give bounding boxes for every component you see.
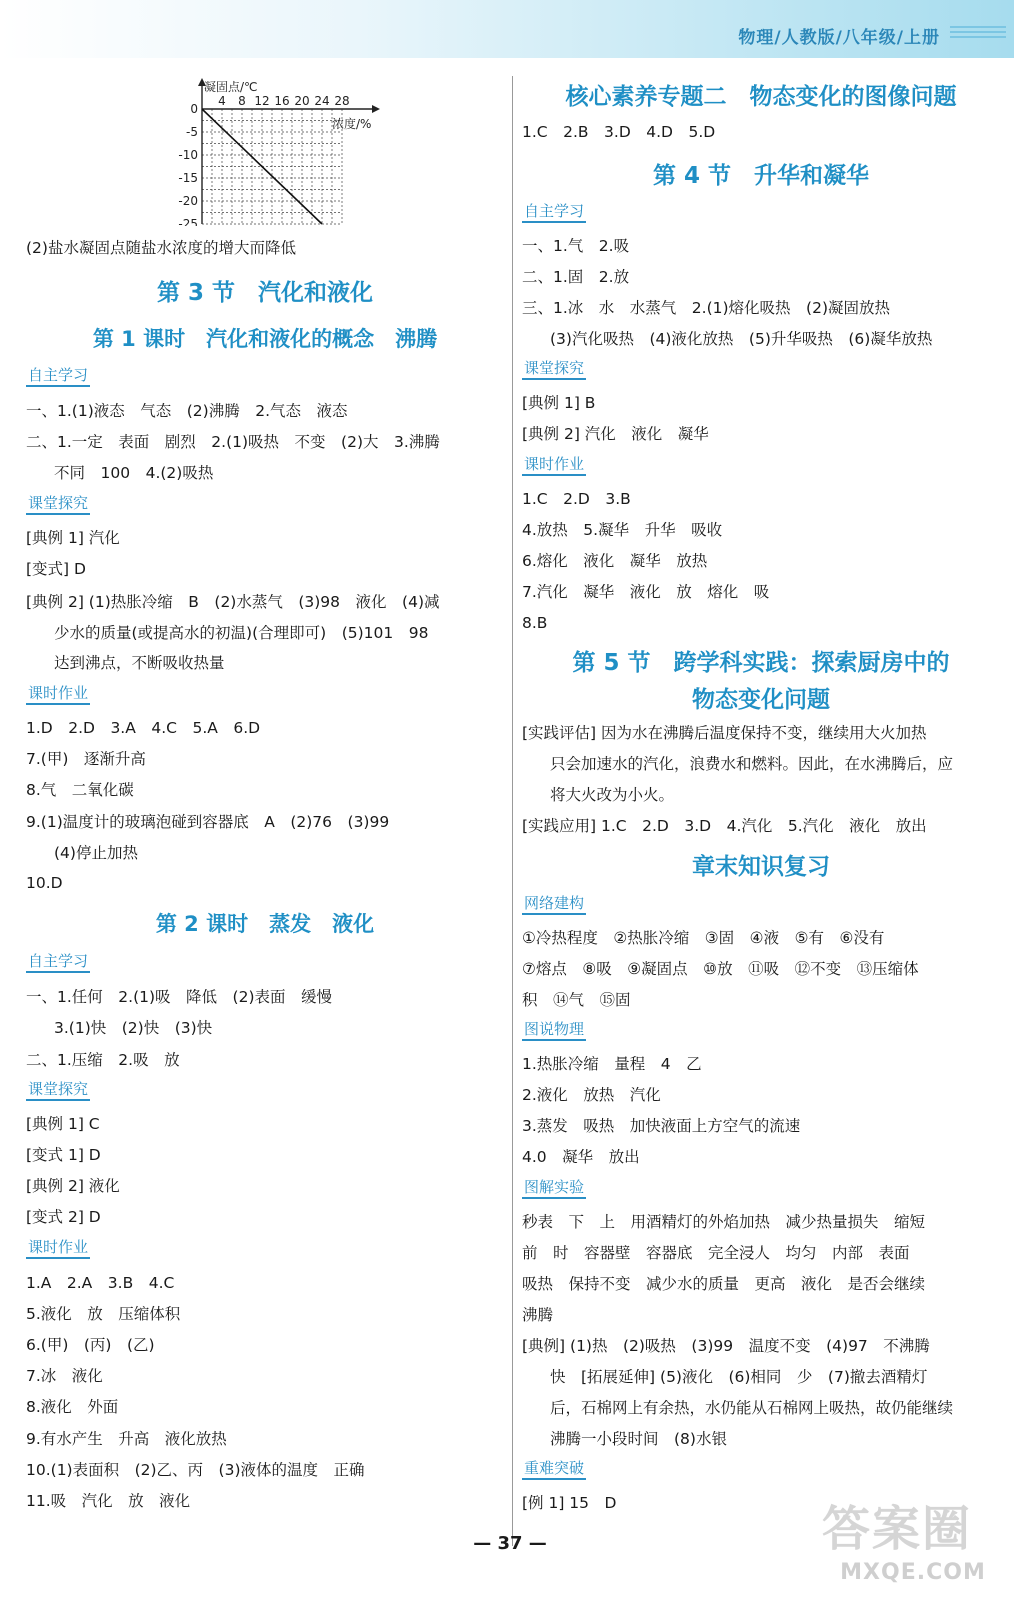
text-line: 10.D <box>26 874 63 892</box>
section-label: 课堂探究 <box>26 1080 90 1101</box>
text-line: 沸腾 <box>522 1306 554 1324</box>
text-line: [变式 2] D <box>26 1208 101 1226</box>
text-line: [变式 1] D <box>26 1146 101 1164</box>
text-line: 一、1.任何 2.(1)吸 降低 (2)表面 缓慢 <box>26 988 332 1006</box>
text-line: 吸热 保持不变 减少水的质量 更高 液化 是否会继续 <box>522 1275 926 1293</box>
x-tick-label: 4 <box>218 94 226 108</box>
text-line: 4.放热 5.凝华 升华 吸收 <box>522 521 723 539</box>
y-tick-label: -10 <box>178 148 198 162</box>
text-line: [典例 2] (1)热胀冷缩 B (2)水蒸气 (3)98 液化 (4)减 <box>26 593 440 611</box>
section-label: 课堂探究 <box>26 494 90 515</box>
text-line: 7.(甲) 逐渐升高 <box>26 750 146 768</box>
section-title-continued: 物态变化问题 <box>692 687 830 713</box>
text-line: 3.蒸发 吸热 加快液面上方空气的流速 <box>522 1117 801 1135</box>
section-label: 自主学习 <box>26 952 90 973</box>
text-line: 一、1.(1)液态 气态 (2)沸腾 2.气态 液态 <box>26 402 348 420</box>
chart-x-arrow <box>372 105 380 113</box>
text-line: [典例 2] 汽化 液化 凝华 <box>522 425 709 443</box>
text-line: 不同 100 4.(2)吸热 <box>54 464 214 482</box>
text-line: 8.B <box>522 614 548 632</box>
freezing-point-chart <box>172 76 402 230</box>
chart-svg <box>172 76 402 226</box>
section-label: 课时作业 <box>522 455 586 476</box>
text-line: 6.(甲) (丙) (乙) <box>26 1336 155 1354</box>
text-line: (3)汽化吸热 (4)液化放热 (5)升华吸热 (6)凝华放热 <box>550 330 933 348</box>
text-line: 1.D 2.D 3.A 4.C 5.A 6.D <box>26 719 261 737</box>
section-label: 图说物理 <box>522 1020 586 1041</box>
text-line: 前 时 容器壁 容器底 完全浸人 均匀 内部 表面 <box>522 1244 910 1262</box>
section-label: 课时作业 <box>26 1238 90 1259</box>
chart-ylabel: 凝固点/℃ <box>204 80 258 94</box>
text-line: 10.(1)表面积 (2)乙、丙 (3)液体的温度 正确 <box>26 1461 365 1479</box>
chart-x-ticks <box>218 94 349 108</box>
text-line: (2)盐水凝固点随盐水浓度的增大而降低 <box>26 239 296 257</box>
text-line: 1.C 2.D 3.B <box>522 490 631 508</box>
y-tick-label: -15 <box>178 171 198 185</box>
watermark <box>818 1488 1008 1588</box>
text-line: [典例 1] 汽化 <box>26 529 120 547</box>
topic-title: 核心素养专题二 物态变化的图像问题 <box>565 84 957 110</box>
text-line: 二、1.一定 表面 剧烈 2.(1)吸热 不变 (2)大 3.沸腾 <box>26 433 440 451</box>
chart-grid <box>202 109 342 224</box>
text-line: [典例] (1)热 (2)吸热 (3)99 温度不变 (4)97 不沸腾 <box>522 1337 930 1355</box>
y-tick-label: -25 <box>178 217 198 226</box>
text-line: [典例 2] 液化 <box>26 1177 120 1195</box>
lesson-title: 第 2 课时 蒸发 液化 <box>155 912 375 936</box>
text-line: 8.液化 外面 <box>26 1398 119 1416</box>
text-line: 秒表 下 上 用酒精灯的外焰加热 减少热量损失 缩短 <box>522 1213 926 1231</box>
text-line: [典例 1] B <box>522 394 596 412</box>
section-label: 图解实验 <box>522 1178 586 1199</box>
section-title: 第 5 节 跨学科实践：探索厨房中的 <box>572 650 950 676</box>
section-title: 章末知识复习 <box>692 854 830 880</box>
chart-y-ticks <box>178 102 198 226</box>
text-line: ①冷热程度 ②热胀冷缩 ③固 ④液 ⑤有 ⑥没有 <box>522 929 885 947</box>
page-number: — 37 — <box>473 1533 547 1554</box>
text-line: [典例 1] C <box>26 1115 100 1133</box>
header-title: 物理/人教版/八年级/上册 <box>738 28 940 48</box>
text-line: 7.冰 液化 <box>26 1367 103 1385</box>
x-tick-label: 16 <box>274 94 290 108</box>
text-line: 11.吸 汽化 放 液化 <box>26 1492 191 1510</box>
section-title: 第 4 节 升华和凝华 <box>652 163 870 189</box>
section-label: 自主学习 <box>26 366 90 387</box>
text-line: 沸腾一小段时间 (8)水银 <box>550 1430 727 1448</box>
text-line: 1.热胀冷缩 量程 4 乙 <box>522 1055 702 1073</box>
text-line: (4)停止加热 <box>54 844 138 862</box>
text-line: ⑦熔点 ⑧吸 ⑨凝固点 ⑩放 ⑪吸 ⑫不变 ⑬压缩体 <box>522 960 919 978</box>
text-line: 9.有水产生 升高 液化放热 <box>26 1430 227 1448</box>
text-line: 将大火改为小火。 <box>550 786 675 804</box>
text-line: 只会加速水的汽化，浪费水和燃料。因此，在水沸腾后，应 <box>550 755 954 773</box>
y-tick-label: -5 <box>186 125 198 139</box>
text-line: [变式] D <box>26 560 86 578</box>
column-divider <box>512 76 513 1546</box>
header-band <box>0 0 1014 58</box>
y-tick-label: 0 <box>190 102 198 116</box>
text-line: 5.液化 放 压缩体积 <box>26 1305 181 1323</box>
text-line: 少水的质量(或提高水的初温)(合理即可) (5)101 98 <box>54 624 429 642</box>
text-line: 8.气 二氧化碳 <box>26 781 134 799</box>
text-line: 达到沸点，不断吸收热量 <box>54 654 225 672</box>
text-line: [实践应用] 1.C 2.D 3.D 4.汽化 5.汽化 液化 放出 <box>522 817 927 835</box>
text-line: 2.液化 放热 汽化 <box>522 1086 661 1104</box>
x-tick-label: 28 <box>334 94 350 108</box>
text-line: 一、1.气 2.吸 <box>522 237 630 255</box>
section-label: 自主学习 <box>522 202 586 223</box>
text-line: 1.A 2.A 3.B 4.C <box>26 1274 175 1292</box>
text-line: [实践评估] 因为水在沸腾后温度保持不变，继续用大火加热 <box>522 724 927 742</box>
x-tick-label: 24 <box>314 94 330 108</box>
x-tick-label: 8 <box>238 94 246 108</box>
watermark-logo: 答案圈 <box>822 1501 973 1557</box>
header-decoration <box>950 26 1006 41</box>
text-line: 三、1.冰 水 水蒸气 2.(1)熔化吸热 (2)凝固放热 <box>522 299 890 317</box>
section-label: 网络建构 <box>522 894 586 915</box>
text-line: 9.(1)温度计的玻璃泡碰到容器底 A (2)76 (3)99 <box>26 813 390 831</box>
section-label: 课时作业 <box>26 684 90 705</box>
x-tick-label: 12 <box>254 94 270 108</box>
section-label: 重难突破 <box>522 1459 586 1480</box>
x-tick-label: 20 <box>294 94 310 108</box>
text-line: 积 ⑭气 ⑮固 <box>522 991 631 1009</box>
chart-xlabel: 浓度/% <box>332 117 372 131</box>
text-line: 1.C 2.B 3.D 4.D 5.D <box>522 123 716 141</box>
text-line: 二、1.压缩 2.吸 放 <box>26 1051 180 1069</box>
text-line: 6.熔化 液化 凝华 放热 <box>522 552 708 570</box>
text-line: 4.0 凝华 放出 <box>522 1148 640 1166</box>
section-label: 课堂探究 <box>522 359 586 380</box>
text-line: 快 [拓展延伸] (5)液化 (6)相同 少 (7)撤去酒精灯 <box>550 1368 928 1386</box>
text-line: 二、1.固 2.放 <box>522 268 630 286</box>
text-line: [例 1] 15 D <box>522 1494 617 1512</box>
section-title: 第 3 节 汽化和液化 <box>156 280 374 306</box>
text-line: 3.(1)快 (2)快 (3)快 <box>54 1019 213 1037</box>
watermark-site: MXQE.COM <box>840 1560 986 1585</box>
lesson-title: 第 1 课时 汽化和液化的概念 沸腾 <box>92 327 438 351</box>
text-line: 后，石棉网上有余热，水仍能从石棉网上吸热，故仍能继续 <box>550 1399 954 1417</box>
text-line: 7.汽化 凝华 液化 放 熔化 吸 <box>522 583 770 601</box>
y-tick-label: -20 <box>178 194 198 208</box>
